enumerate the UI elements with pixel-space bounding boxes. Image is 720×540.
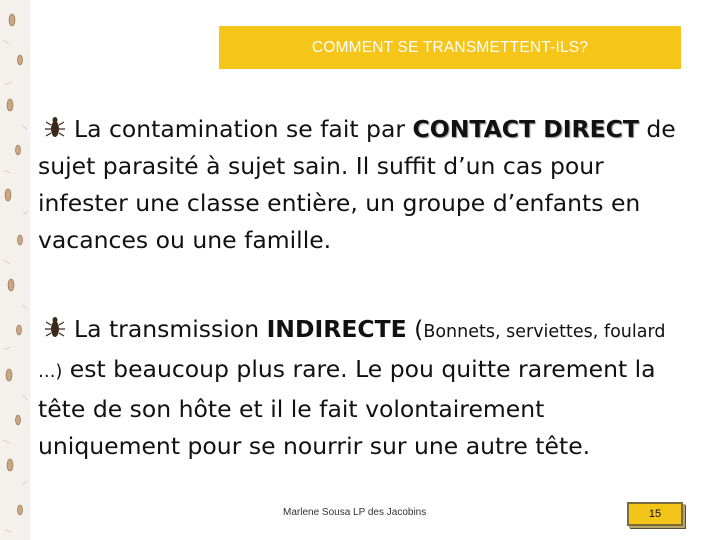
para2-small-examples: Bonnets, serviettes, foulard …) xyxy=(38,322,666,382)
lice-border-decoration xyxy=(0,0,30,540)
page-number: 15 xyxy=(648,508,662,520)
paragraph-transmission-indirecte xyxy=(38,311,688,465)
para2-paren-open: ( xyxy=(406,315,424,343)
slide-title: COMMENT SE TRANSMETTENT-ILS? xyxy=(311,38,589,56)
paragraph-contact-direct xyxy=(38,111,688,259)
slide-title-box xyxy=(219,26,681,69)
louse-icon xyxy=(44,315,66,339)
para1-lead: La contamination se fait par xyxy=(74,115,413,143)
para2-lead: La transmission xyxy=(74,315,267,343)
para2-rest: est beaucoup plus rare. Le pou quitte rarement la tête de son hôte et il le fait volontairement uniquement pour se nourrir sur une autre tête. xyxy=(38,355,656,460)
lice-pattern-icon xyxy=(0,0,30,540)
footer-author: Marlene Sousa LP des Jacobins xyxy=(283,507,427,518)
louse-icon xyxy=(44,115,66,139)
para1-emphasis: CONTACT DIRECT xyxy=(412,115,639,143)
page-number-badge xyxy=(627,502,683,526)
para1-rest: de sujet parasité à sujet sain. Il suffit d’un cas pour infester une classe entière, un groupe d’enfants en vacances ou une famille. xyxy=(38,115,676,254)
para2-emphasis: INDIRECTE xyxy=(266,315,407,343)
